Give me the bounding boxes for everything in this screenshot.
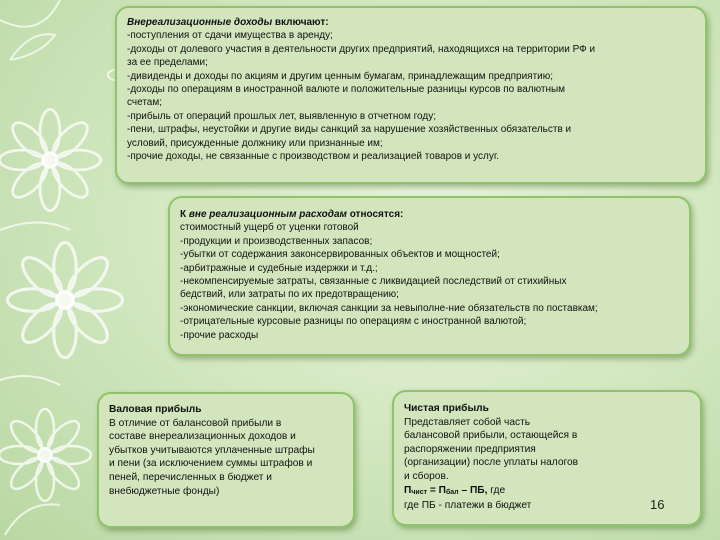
formula-p: П <box>404 484 412 496</box>
income-line: условий, присужденные должнику или признанные им; <box>127 137 383 149</box>
expenses-line: -продукции и производственных запасов; <box>180 235 373 247</box>
expenses-title <box>180 208 679 221</box>
gross-profit-title: Валовая прибыль <box>109 404 202 415</box>
flower-decoration <box>8 243 123 358</box>
gross-profit-line: пеней, перечисленных в бюджет и <box>109 471 272 483</box>
net-profit-line: балансовой прибыли, остающейся в <box>404 430 578 442</box>
expenses-line: -отрицательные курсовые разницы по операциям с иностранной валютой; <box>180 316 527 328</box>
page-number: 16 <box>650 497 665 512</box>
formula-sub-bal: бал <box>445 488 459 496</box>
non-operating-expenses-box <box>168 196 691 356</box>
expenses-line: -убытки от содержания законсервированных объектов и мощностей; <box>180 249 500 261</box>
income-line: за ее пределами; <box>127 57 208 69</box>
formula-eq: = П <box>427 484 446 496</box>
net-profit-footnote: где ПБ - платежи в бюджет <box>404 500 532 512</box>
income-line: -прибыль от операций прошлых лет, выявленную в отчетном году; <box>127 110 436 122</box>
gross-profit-line: внебюджетные фонды) <box>109 485 220 497</box>
net-profit-line: и сборов. <box>404 470 449 482</box>
expenses-title-prefix: К <box>180 209 189 220</box>
gross-profit-line: В отличие от балансовой прибыли в <box>109 417 282 429</box>
income-line: -дивиденды и доходы по акциям и другим ценным бумагам, принадлежащим предприятию; <box>127 70 554 82</box>
flower-decoration <box>0 109 101 210</box>
gross-profit-box <box>97 392 355 528</box>
net-profit-formula <box>404 484 690 500</box>
expenses-title-rest: относятся: <box>346 209 404 220</box>
income-line: -прочие доходы, не связанные с производством и реализацией товаров и услуг. <box>127 151 500 163</box>
income-line: -доходы по операциям в иностранной валюте и положительные разницы курсов по валютным <box>127 84 566 96</box>
net-profit-line: (организации) после уплаты налогов <box>404 457 579 469</box>
formula-rest: – ПБ, <box>458 484 488 496</box>
expenses-line: -некомпенсируемые затраты, связанные с ликвидацией последствий от стихийных <box>180 276 567 288</box>
gross-profit-line: и пени (за исключением суммы штрафов и <box>109 458 313 470</box>
income-title <box>127 16 695 29</box>
net-profit-line: Представляет собой часть <box>404 416 531 428</box>
income-title-rest: включают: <box>272 17 329 28</box>
stem-decoration <box>0 0 70 535</box>
expenses-line: -экономические санкции, включая санкции за невыполне-ние обязательств по поставкам; <box>180 302 598 314</box>
expenses-line: бедствий, или затраты по их предотвращению; <box>180 289 399 301</box>
flower-decoration <box>0 409 91 501</box>
expenses-title-term: вне реализационным расходам <box>188 209 347 220</box>
expenses-line: стоимостный ущерб от уценки готовой <box>180 222 359 234</box>
net-profit-line: распоряжении предприятия <box>404 443 536 455</box>
formula-sub-net: чист <box>411 488 428 496</box>
non-operating-income-box <box>115 6 707 184</box>
income-line: счетам; <box>127 97 163 109</box>
gross-profit-line: убытков учитываются уплаченные штрафы <box>109 444 315 456</box>
expenses-line: -прочие расходы <box>180 329 259 341</box>
income-line: -поступления от сдачи имущества в аренду; <box>127 30 333 42</box>
income-title-term: Внереализационные доходы <box>127 17 273 28</box>
income-line: -доходы от долевого участия в деятельности других предприятий, находящихся на территории РФ и <box>127 43 596 55</box>
formula-tail: где <box>487 484 506 496</box>
expenses-line: -арбитражные и судебные издержки и т.д.; <box>180 262 378 274</box>
income-line: -пени, штрафы, неустойки и другие виды санкций за нарушение хозяйственных обязательств и <box>127 124 572 136</box>
gross-profit-line: составе внереализационных доходов и <box>109 431 296 443</box>
net-profit-title: Чистая прибыль <box>404 403 489 414</box>
